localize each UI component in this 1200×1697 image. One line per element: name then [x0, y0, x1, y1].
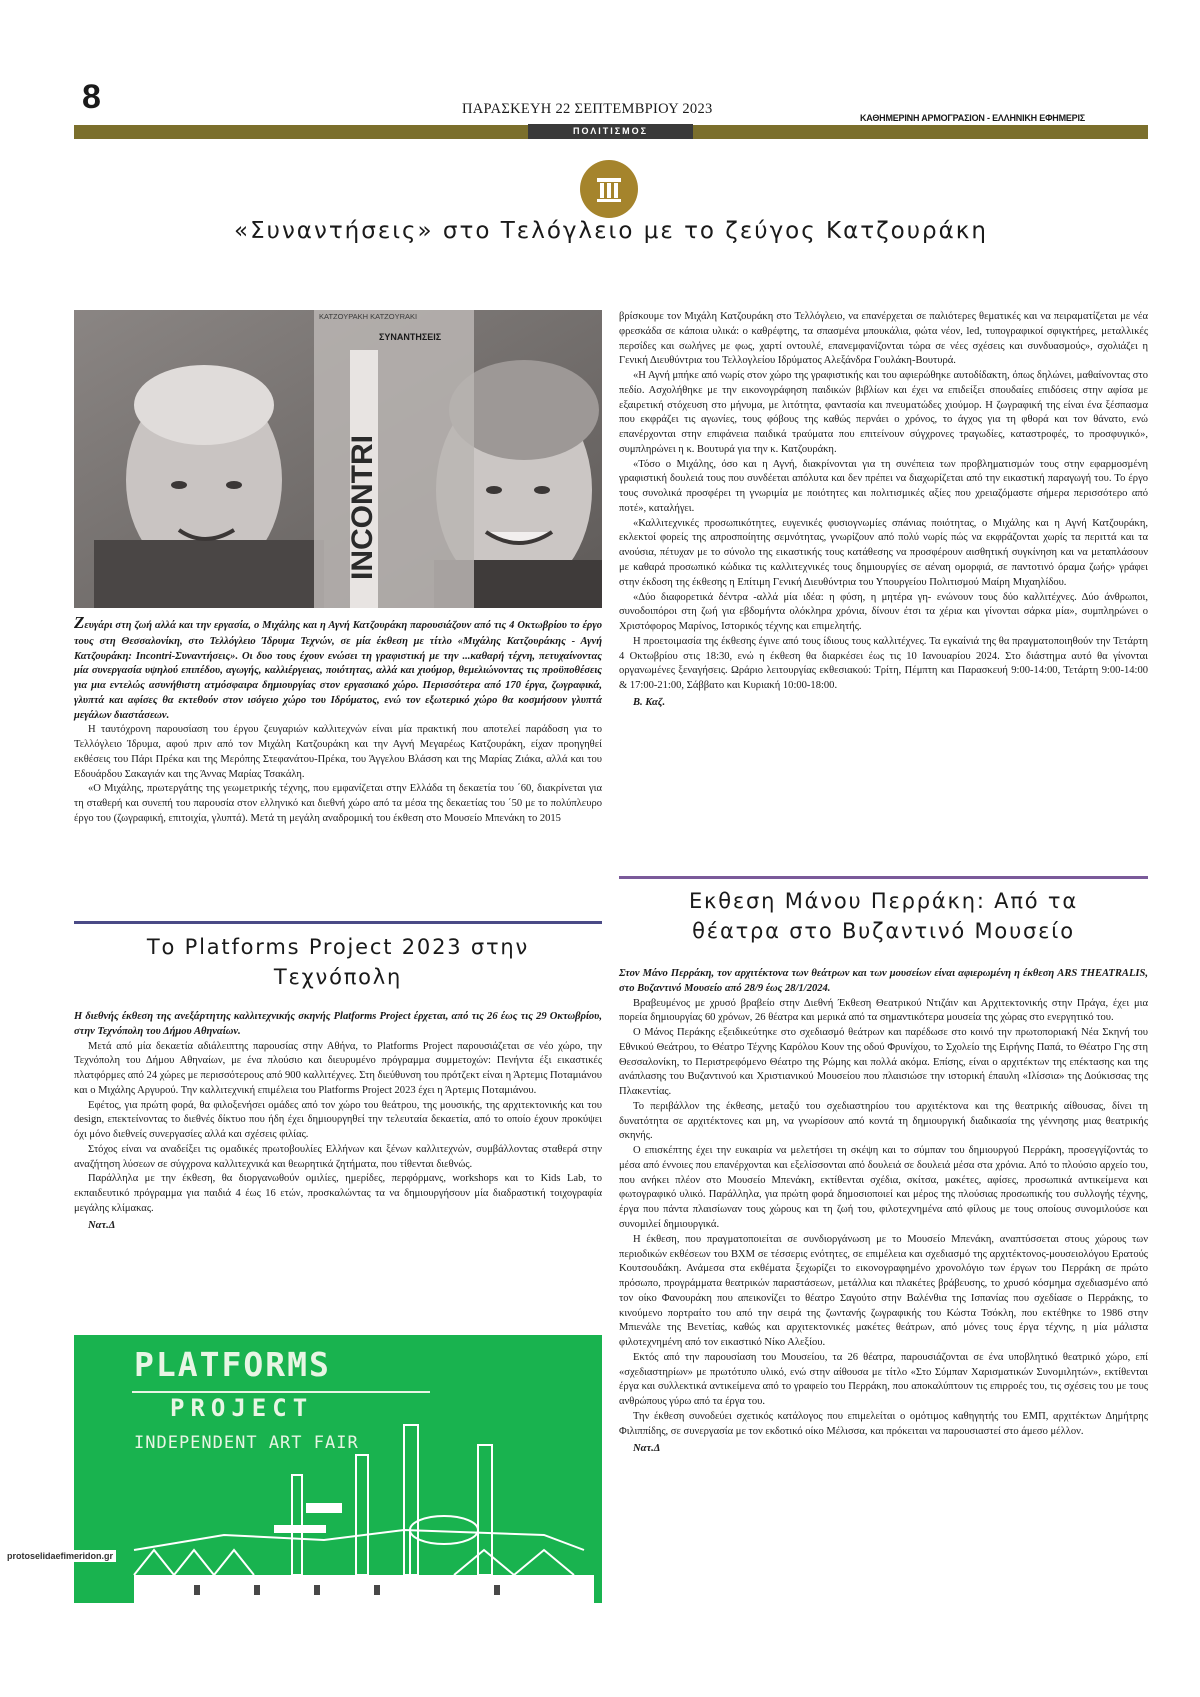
section-divider [619, 876, 1148, 879]
article1-paragraph: «Δύο διαφορετικά δέντρα -αλλά μία ιδέα: η φύση, η μητέρα γη- ενώνουν τους δύο καλλιτέχνες. Δύο άνθρωποι, συνοδοιπόροι στη ζωή για εβδομήντα ολόκληρα χρόνια, δίνουν έτσι τα χέρια και γίνονται σάρκα μία», συμπληρώνει ο Χριστόφορος Μαρίνος, Ιστορικός τέχνης και επιμελητής. [619, 591, 1148, 633]
article3-title-line: θέατρα στο Βυζαντινό Μουσείο [692, 919, 1075, 944]
article3-body [619, 967, 1148, 1456]
article2-headline [74, 932, 602, 993]
article3-paragraph: Ο Μάνος Περάκης εξειδικεύτηκε στο σχεδιασμό θεάτρων και παρέδωσε στο κοινό την πρωτοποριακή Νέα Σκηνή του Εθνικού Θεάτρου, το Θέατρο Τέχνης Καρόλου Κουν της οδού Φρυνίχου, το Σχολείο της Ειρήνης Παπά, το Θέατρο Γης στη Θεσσαλονίκη, το Περιστρεφόμενο Θέατρο της Ρώμης και πολλά ακόμα. Επίσης, είναι ο αρχιτέκτων της επέκτασης και της ανάπλασης του Βυζαντινού και Χριστιανικού Μουσείου που πλαισιώσε την ιστορική έπαυλη «Ιλίσσια» της Δούκισσας της Πλακεντίας. [619, 1027, 1148, 1098]
article3-paragraph: Την έκθεση συνοδεύει σχετικός κατάλογος που επιμελείται ο ομότιμος καθηγητής του ΕΜΠ, αρχιτέκτων Δημήτρης Φιλιππίδης, σε συνεργασία με τον εκδοτικό οίκο Μέλισσα, και πρόκειται να παρουσιαστεί στο άμεσο μέλλον. [619, 1410, 1148, 1437]
article1-paragraph: βρίσκουμε τον Μιχάλη Κατζουράκη στο Τελλόγλειο, να επανέρχεται σε παλιότερες θεματικές και να πειραματίζεται με νέα φρεσκάδα σε κάποια υλικά: ο καθρέφτης, τα σπασμένα μπουκάλια, φώτα νέον, led, τυπογραφικοί σφιγκτήρες, μεταλλικές περσίδες και σωλήνες με φως, χαρτί οντουλέ, επανεμφανίζονται τώρα σε νέες σχέσεις και συνδυασμούς», σχολιάζει η Γενική Διευθύντρια του Τελλογλείου Ιδρύματος Αλεξάνδρα Γουλάκη-Βουτυρά. [619, 311, 1148, 367]
article3-paragraph: Βραβευμένος με χρυσό βραβείο στην Διεθνή Έκθεση Θεατρικού Ντιζάιν και Αρχιτεκτονικής στην Πράγα, έχει μια πορεία δημιουργίας 60 χρόνων, 26 θέατρα και μερικά από τα σημαντικότερα μουσεία της χώρας στο ενεργητικό του. [619, 997, 1148, 1024]
article1-paragraph: «Τόσο ο Μιχάλης, όσο και η Αγνή, διακρίνονται για τη συνέπεια των προβληματισμών τους στην εφαρμοσμένη γραφιστική δουλειά τους που συνδέεται απόλυτα και δεν πρέπει να διαχωρίζεται από την εικαστική παραγωγή του. Το έργο τους συνολικά προσφέρει τη γνωριμία με ποιότητες και πολιτισμικές αξίες που χρειαζόμαστε σήμερα περισσότερο από ποτέ», καταλήγει. [619, 458, 1148, 514]
poster-subtitle: ΣΥΝΑΝΤΗΣΕΙΣ [379, 332, 442, 342]
article2-paragraph: Στόχος είναι να αναδείξει τις ομαδικές πρωτοβουλίες Ελλήνων και ξένων καλλιτεχνών, συμβάλλοντας σταθερά στην αναζήτηση λύσεων σε σύγχρονα καλλιτεχνικά και θεωρητικά ζητήματα, που τίθενται διεθνώς. [74, 1143, 602, 1170]
lede-text: ευγάρι στη ζωή αλλά και την εργασία, ο Μιχάλης και η Αγνή Κατζουράκη παρουσιάζουν από τις 4 Οκτωβρίου το έργο τους στη Θεσσαλονίκη, στο Τελλόγλειο Ίδρυμα Τεχνών, σε μία έκθεση με τίτλο «Μιχάλης Κατζουράκης - Αγνή Κατζουράκη: Incontri-Συναντήσεις». Οι δυο τους έχουν ενώσει τη γραφιστική με την ...καθαρή τέχνη, πετυχαίνοντας μία συνεργασία υψηλού επιπέδου, αγωγής, καλλιέργειας, ποιότητας, αλλά και χιούμορ, θεμελιώνοντας τις προϋποθέσεις για μια εντελώς ασυνήθιστη ατμόσφαιρα δημιουργίας στον εργασιακό χώρο. Περισσότερα από 170 έργα, ζωγραφικά, γλυπτά και αφίσες θα εκτεθούν στον ισόγειο χώρο του Ιδρύματος, ενώ τον εξωτερικό χώρο θα κοσμήσουν γλυπτά μεγάλων διαστάσεων. [74, 620, 602, 721]
katzourakis-photo [74, 310, 602, 608]
article1-continued [619, 310, 1148, 711]
article2-paragraph: Παράλληλα με την έκθεση, θα διοργανωθούν ομιλίες, ημερίδες, περφόρμανς, workshops και το Kids Lab, το εκπαιδευτικό πρόγραμμα για παιδιά 4 έως 16 ετών, προσκαλώντας τα να δημιουργήσουν μία διαδραστική τοιχογραφία μεγάλης κλίμακας. [74, 1173, 602, 1214]
article3-paragraph: Εκτός από την παρουσίαση του Μουσείου, τα 26 θέατρα, παρουσιάζονται σε ένα υποβλητικό θεατρικό χώρο, επί «σχεδιαστηρίων» με πρωτότυπο υλικό, ενώ στην αίθουσα με τίτλο «Στο Σύμπαν Χαρισματικών Συνομιλητών», εκτίθενται έργα και συλλεκτικά αντικείμενα από το γραφείο του Περράκη, που αποκαλύπτουν τις επιρροές του, τις σχέσεις του με τους ανθρώπους γύρω από τα έργα του. [619, 1351, 1148, 1408]
lede-dropcap: Ζ [74, 613, 85, 632]
article2-title-line: Το Platforms Project 2023 στην [146, 935, 530, 959]
article3-headline [619, 886, 1148, 947]
article3-title-line: Εκθεση Μάνου Περράκη: Από τα [688, 889, 1078, 913]
platforms-poster [74, 1335, 602, 1603]
article3-paragraph: Η έκθεση, που πραγματοποιείται σε συνδιοργάνωση με το Μουσείο Μπενάκη, αναπτύσσεται στους χώρους των περιοδικών εκθέσεων του ΒΧΜ σε τέσσερις ενότητες, σε επιμέλεια και σχεδιασμό της αρχιτέκτονος-μουσειολόγου Ερατούς Κουτσουδάκη. Ανάμεσα στα εκθέματα ξεχωρίζει το εικονογραφημένο χρονολόγιο των έργων του Περράκη σε πρώτο πρόσωπο, προγράμματα θεατρικών παραστάσεων, μετάλλια και πλακέτες βράβευσης, το χρυσό κόσμημα σχεδιασμένο από τον οίκο Φανουράκη που απεικονίζει το θέατρο Σαγούτο στην Βαλένθια της Ισπανίας που σχεδίασε ο Περράκης, το κινούμενο πορτραίτο του από την σειρά της ζωντανής ζωγραφικής του Κώστα Τσόκλη, που εκτέθηκε το 1986 στην Μπιενάλε της Βενετίας, καθώς και αρχιτεκτονικές μακέτες θεάτρων, από μόνες τους έργα τέχνης, η μία μάλιστα φιλοτεχνημένη από τον εικαστικό Νίκο Αλεξίου. [619, 1233, 1148, 1349]
page-number: 8 [82, 78, 101, 116]
article1-paragraph: «Ο Μιχάλης, πρωτεργάτης της γεωμετρικής τέχνης, που εμφανίζεται στην Ελλάδα τη δεκαετία του ΄60, διακρίνεται για τη σταθερή και συνεπή του παρουσία στον ελληνικό και διεθνή χώρο από τα μέσα της δεκαετίας του ΄50 με το πολύπλευρο έργο του (ζωγραφική, επιτοιχία, γλυπτά). Μετά τη μεγάλη αναδρομική του έκθεση στο Μουσείο Μπενάκη το 2015 [74, 783, 602, 824]
article3-paragraph: Το περιβάλλον της έκθεσης, μεταξύ του σχεδιαστηρίου του αρχιτέκτονα και της θεατρικής αίθουσας, δίνει τη δυνατότητα σε αρχιτέκτονες και μη, να γνωρίσουν από κοντά τη δημιουργική διαδικασία της γέννησης μιας θεατρικής σκηνής. [619, 1100, 1148, 1142]
article1-paragraph: Η προετοιμασία της έκθεσης έγινε από τους ίδιους τους καλλιτέχνες. Τα εγκαίνιά της θα πραγματοποιηθούν την Τετάρτη 4 Οκτωβρίου στις 18:30, ενώ η έκθεση θα διαρκέσει έως τις 10 Ιανουαρίου 2024. Στο διάστημα αυτό θα γίνονται οργανωμένες ξεναγήσεις. Ωράριο λειτουργίας εκθεσιακού: Τρίτη, Πέμπτη και Παρασκευή 9:00-14:00, Τετάρτη 9:00-14:00 & 17:00-21:00, Σάββατο και Κυριακή 10:00-18:00. [619, 635, 1148, 692]
poster-title: PLATFORMS [134, 1345, 331, 1384]
article1-lede [74, 611, 602, 827]
article3-lede: Στον Μάνο Περράκη, τον αρχιτέκτονα των θεάτρων και των μουσείων είναι αφιερωμένη η έκθεση ARS THEATRALIS, στο Βυζαντινό Μουσείο από 28/9 έως 28/1/2024. [619, 968, 1148, 994]
column-emblem-icon [580, 160, 638, 218]
article3-signature: Nατ.Δ [633, 1442, 661, 1454]
poster-subtitle: PROJECT [170, 1394, 314, 1422]
article1-paragraph: «Καλλιτεχνικές προσωπικότητες, ευγενικές φυσιογνωμίες σπάνιας ποιότητας, ο Μιχάλης και η Αγνή Κατζουράκη, εκλεκτοί φορείς της απροσποίητης σεμνότητας, γνωρίζουν από πολύ νωρίς πώς να εκφράζονται χωρίς τα περιττά και τα ανούσια, πέτυχαν με το σύνολο της εικαστικής τους κατάθεσης να προσφέρουν αισθητική συγκίνηση και να μεταπλάσουν με καθαρά προσωπικό κώδικα τις καλλιτεχνικές τους δημιουργίες σε αέναη ομορφιά, σε παντοτινό όραμα ζωής» γράφει στην έκδοση της έκθεσης η Επίτιμη Γενική Διευθύντρια του Υπουργείου Πολιτισμού Μαίρη Μιχαηλίδου. [619, 517, 1148, 588]
article2-title-line: Τεχνόπολη [273, 965, 403, 990]
article1-paragraph: Η ταυτόχρονη παρουσίαση του έργου ζευγαριών καλλιτεχνών είναι μία πρακτική που αποτελεί παράδοση για το Τελλόγλειο Ίδρυμα, αφού πριν από τον Μιχάλη Κατζουράκη και την Αγνή Μεγαρέως Κατζουράκη, είχαν προηγηθεί εκθέσεις του Πάρι Πρέκα και της Μερόπης Στεφανάτου-Πρέκα, του Άγγελου Βλάσση και της Μαρίας Ζιάκα, αλλά και του Εδουάρδου Σακαγιάν και της Άννας Μαρίας Τσακάλη. [74, 724, 602, 780]
section-label: ΠΟΛΙΤΙΣΜΟΣ [528, 124, 693, 139]
technopolis-drawing [74, 1335, 602, 1603]
article-headline: «Συναντήσεις» στο Τελόγλειο με το ζεύγος Κατζουράκη [234, 218, 988, 244]
poster-vertical-word: INCONTRI [346, 435, 379, 580]
issue-date: ΠΑΡΑΣΚΕΥΗ 22 ΣΕΠΤΕΜΒΡΙΟΥ 2023 [462, 101, 713, 117]
article2-paragraph: Μετά από μία δεκαετία αδιάλειπτης παρουσίας στην Αθήνα, το Platforms Project παρουσιάζεται σε νέο χώρο, την Τεχνόπολη του Δήμου Αθηναίων, με ένα πλούσιο και διευρυμένο πρόγραμμα συμμετοχών: Πενήντα έξι εικαστικές πλατφόρμες από 24 χώρες με περισσότερους από 900 καλλιτέχνες. Στη διεύθυνση του πρότζεκτ είναι η Άρτεμις Ποταμιάνου και ο Μιχάλης Αργυρού. Την καλλιτεχνική επιμέλεια του Platforms Project 2023 έχει η Άρτεμις Ποταμιάνου. [74, 1040, 602, 1096]
article3-paragraph: Ο επισκέπτης έχει την ευκαιρία να μελετήσει τη σκέψη και το σύμπαν του δημιουργού Περράκη, προσεγγίζοντάς το μέσα από έννοιες που επανέρχονται και εξελίσσονται από δουλειά σε δουλειά μέσα στα χρόνια. Από το πλούσιο αρχείο του, που ανήκει πλέον στο Μουσείο Μπενάκη, εκτίθενται σχέδια, σκίτσα, μακέτες, αφίσες, προσωπικά αντικείμενα και φωτογραφικό υλικό. Παράλληλα, για πρώτη φορά δημοσιοποιεί και μέρος της πλούσιας προσωπικής του συλλογής τέχνης, έργα που πάντα πλαισίωναν τους χώρους και τη ζωή του, φιλοτεχνημένα από φίλους με τους οποίους συνομιλούσε και συνομιλεί δημιουργικά. [619, 1145, 1148, 1231]
source-watermark: protoselidaefimeridon.gr [4, 1550, 116, 1562]
article1-paragraph: «Η Αγνή μπήκε από νωρίς στον χώρο της γραφιστικής και του αφιερώθηκε αυτοδίδακτη, όπως δηλώνει, μαθαίνοντας στο πεδίο. Ασχολήθηκε με την εικονογράφηση παιδικών βιβλίων και έχει να επιδείξει σπουδαίες επιδόσεις στην αφίσα με εξαιρετική στόχευση στο μήνυμα, με λιτότητα, φαντασία και πνευματώδες χιούμορ. Η ζωγραφική της είναι ένα ξέσπασμα που εκφράζει τις αγωνίες, τους φόβους της καθώς περνάει ο χρόνος, το άγχος για τη φθορά και τον θάνατο, ενώ επανέρχονται στην επιφάνεια παιδικά τραύματα που επιτείνουν σύγχρονες τραγωδίες, καταστροφές, το προσφυγικό», συμπληρώνει η κ. Βουτυρά για την κ. Κατζουράκη. [619, 370, 1148, 455]
article2-paragraph: Εφέτος, για πρώτη φορά, θα φιλοξενήσει ομάδες από τον χώρο του θεάτρου, της μουσικής, της αρχιτεκτονικής και του design, επεκτείνοντας το διεθνές δίκτυο που ήδη έχει δημιουργηθεί την τελευταία δεκαετία, από το οποίο έχουν προκύψει όχι μόνο διεθνείς συνεργασίες αλλά και σχέσεις φιλίας. [74, 1099, 602, 1141]
section-divider [74, 921, 602, 924]
article2-body [74, 1010, 602, 1233]
article2-lede: Η διεθνής έκθεση της ανεξάρτητης καλλιτεχνικής σκηνής Platforms Project έρχεται, από τις 26 έως τις 29 Οκτωβρίου, στην Τεχνόπολη του Δήμου Αθηναίων. [74, 1011, 602, 1037]
article1-signature: Β. Καζ. [633, 696, 666, 708]
poster-tagline: INDEPENDENT ART FAIR [134, 1433, 359, 1453]
poster-top-names: ΚΑΤΖΟΥΡΑΚΗ KATZOYRAKI [319, 312, 418, 321]
masthead: ΚΑΘΗΜΕΡΙΝΗ ΑΡΜΟΓΡΑΣΙΟΝ - ΕΛΛΗΝΙΚΗ ΕΦΗΜΕΡΙΣ [860, 113, 1085, 123]
article2-signature: Nατ.Δ [88, 1219, 116, 1231]
